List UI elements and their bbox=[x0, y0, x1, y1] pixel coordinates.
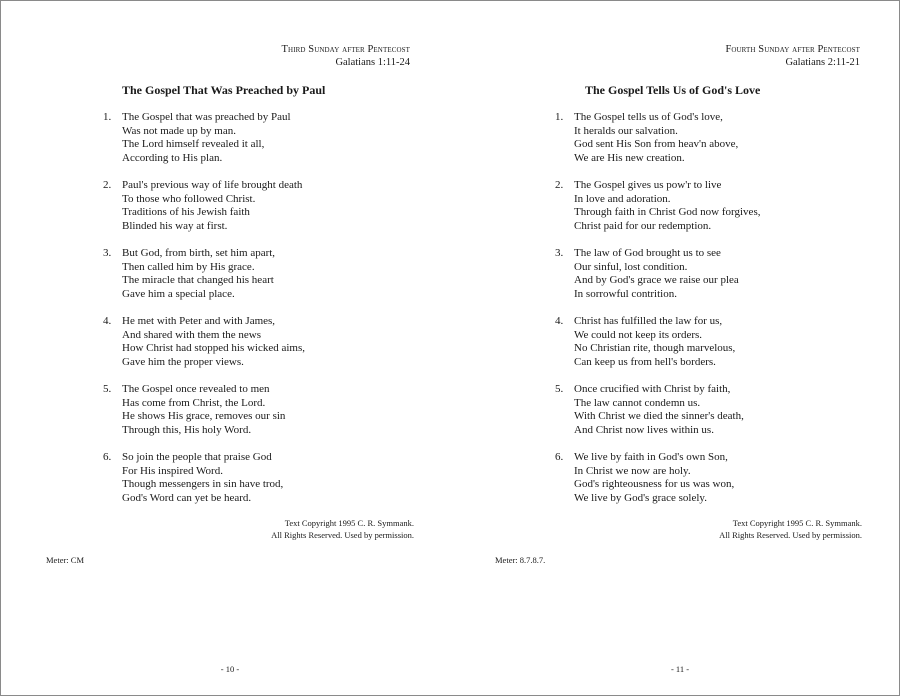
stanza-number: 6. bbox=[103, 451, 112, 463]
hymn-line: We live by God's grace solely. bbox=[574, 491, 707, 504]
copyright-notice bbox=[271, 517, 414, 541]
stanza-lines bbox=[574, 315, 735, 369]
page-number: - 10 - bbox=[220, 664, 240, 674]
hymn-line: Christ has fulfilled the law for us, bbox=[574, 315, 723, 327]
hymn-line: In sorrowful contrition. bbox=[574, 287, 677, 300]
hymn-line: In Christ we now are holy. bbox=[574, 464, 691, 477]
hymn-line: He met with Peter and with James, bbox=[122, 315, 276, 327]
stanza-lines bbox=[574, 179, 760, 233]
stanza-number: 2. bbox=[555, 179, 564, 191]
hymn-line: Was not made up by man. bbox=[122, 124, 236, 137]
hymn-header bbox=[282, 43, 410, 69]
hymn-line: The Gospel tells us of God's love, bbox=[574, 111, 723, 123]
hymn-line: He shows His grace, removes our sin bbox=[122, 410, 286, 423]
hymn-line: Can keep us from hell's borders. bbox=[574, 355, 716, 368]
stanza-number: 3. bbox=[555, 247, 564, 259]
hymn-line: Gave him a special place. bbox=[122, 287, 235, 300]
hymn-line: Then called him by His grace. bbox=[122, 260, 255, 273]
hymn-line: Our sinful, lost condition. bbox=[574, 260, 688, 273]
hymn-line: The Lord himself revealed it all, bbox=[122, 138, 265, 151]
permission-line: All Rights Reserved. Used by permission. bbox=[719, 530, 862, 540]
stanza-lines bbox=[122, 451, 283, 505]
permission-line: All Rights Reserved. Used by permission. bbox=[271, 530, 414, 540]
stanza-lines bbox=[122, 111, 291, 165]
copyright-line: Text Copyright 1995 C. R. Symmank. bbox=[732, 518, 862, 528]
right-page bbox=[450, 0, 900, 696]
stanza-lines bbox=[122, 179, 302, 233]
hymn-line: We live by faith in God's own Son, bbox=[574, 451, 728, 463]
hymn-line: Once crucified with Christ by faith, bbox=[574, 383, 731, 395]
meter-label: Meter: CM bbox=[46, 555, 85, 565]
stanza-number: 5. bbox=[555, 383, 564, 395]
occasion-heading: Third Sunday after Pentecost bbox=[281, 44, 410, 55]
hymn-line: We could not keep its orders. bbox=[574, 328, 703, 341]
stanza-number: 4. bbox=[103, 315, 112, 327]
hymn-line: God sent His Son from heav'n above, bbox=[574, 138, 739, 151]
hymn-header bbox=[725, 43, 860, 69]
hymn-line: The law cannot condemn us. bbox=[574, 396, 701, 409]
hymn-line: No Christian rite, though marvelous, bbox=[574, 342, 736, 355]
hymn-line: And by God's grace we raise our plea bbox=[574, 274, 739, 287]
hymn-line: But God, from birth, set him apart, bbox=[122, 247, 276, 259]
stanza-number: 3. bbox=[103, 247, 112, 259]
hymn-line: With Christ we died the sinner's death, bbox=[574, 410, 744, 423]
stanza-number: 6. bbox=[555, 451, 564, 463]
hymn-line: Paul's previous way of life brought death bbox=[122, 179, 303, 191]
hymn-line: It heralds our salvation. bbox=[574, 124, 678, 137]
hymn-line: Blinded his way at first. bbox=[122, 219, 228, 232]
hymn-line: And shared with them the news bbox=[122, 328, 261, 341]
hymn-line: Traditions of his Jewish faith bbox=[122, 206, 250, 219]
stanza-lines bbox=[574, 111, 738, 165]
stanza-number: 1. bbox=[555, 111, 564, 123]
hymn-line: Has come from Christ, the Lord. bbox=[122, 396, 266, 409]
stanza-lines bbox=[122, 315, 305, 369]
hymn-line: The Gospel gives us pow'r to live bbox=[574, 179, 722, 191]
hymn-line: The miracle that changed his heart bbox=[122, 274, 274, 287]
stanza-number: 1. bbox=[103, 111, 112, 123]
hymn-title: The Gospel Tells Us of God's Love bbox=[585, 83, 761, 97]
hymn-line: In love and adoration. bbox=[574, 192, 671, 205]
stanza-lines bbox=[122, 383, 285, 437]
hymn-line: To those who followed Christ. bbox=[122, 192, 256, 205]
hymn-line: God's Word can yet be heard. bbox=[122, 491, 252, 504]
hymn-line: According to His plan. bbox=[122, 151, 223, 164]
hymn-line: The Gospel that was preached by Paul bbox=[122, 111, 291, 123]
meter-label: Meter: 8.7.8.7. bbox=[495, 555, 546, 565]
scripture-reference: Galatians 1:11-24 bbox=[335, 57, 410, 68]
hymn-line: Christ paid for our redemption. bbox=[574, 219, 712, 232]
copyright-line: Text Copyright 1995 C. R. Symmank. bbox=[284, 518, 414, 528]
hymn-line: Gave him the proper views. bbox=[122, 355, 244, 368]
scripture-reference: Galatians 2:11-21 bbox=[785, 57, 860, 68]
stanza-number: 4. bbox=[555, 315, 564, 327]
page-number: - 11 - bbox=[670, 664, 690, 674]
occasion-heading: Fourth Sunday after Pentecost bbox=[725, 44, 860, 55]
stanza-lines bbox=[122, 247, 275, 301]
stanza-lines bbox=[574, 383, 744, 437]
hymn-line: How Christ had stopped his wicked aims, bbox=[122, 342, 306, 355]
hymn-line: The Gospel once revealed to men bbox=[122, 383, 270, 395]
hymn-line: God's righteousness for us was won, bbox=[574, 478, 735, 491]
hymn-line: So join the people that praise God bbox=[122, 451, 272, 463]
stanza-number: 5. bbox=[103, 383, 112, 395]
copyright-notice bbox=[719, 517, 862, 541]
hymn-line: We are His new creation. bbox=[574, 151, 685, 164]
stanza-number: 2. bbox=[103, 179, 112, 191]
hymn-line: The law of God brought us to see bbox=[574, 247, 721, 259]
hymn-line: Though messengers in sin have trod, bbox=[122, 478, 284, 491]
hymn-line: Through faith in Christ God now forgives, bbox=[574, 206, 761, 219]
hymn-title: The Gospel That Was Preached by Paul bbox=[122, 83, 326, 97]
hymn-line: For His inspired Word. bbox=[122, 464, 223, 477]
stanza-lines bbox=[574, 451, 734, 505]
stanza-lines bbox=[574, 247, 739, 301]
hymn-line: Through this, His holy Word. bbox=[122, 423, 252, 436]
hymn-line: And Christ now lives within us. bbox=[574, 423, 714, 436]
